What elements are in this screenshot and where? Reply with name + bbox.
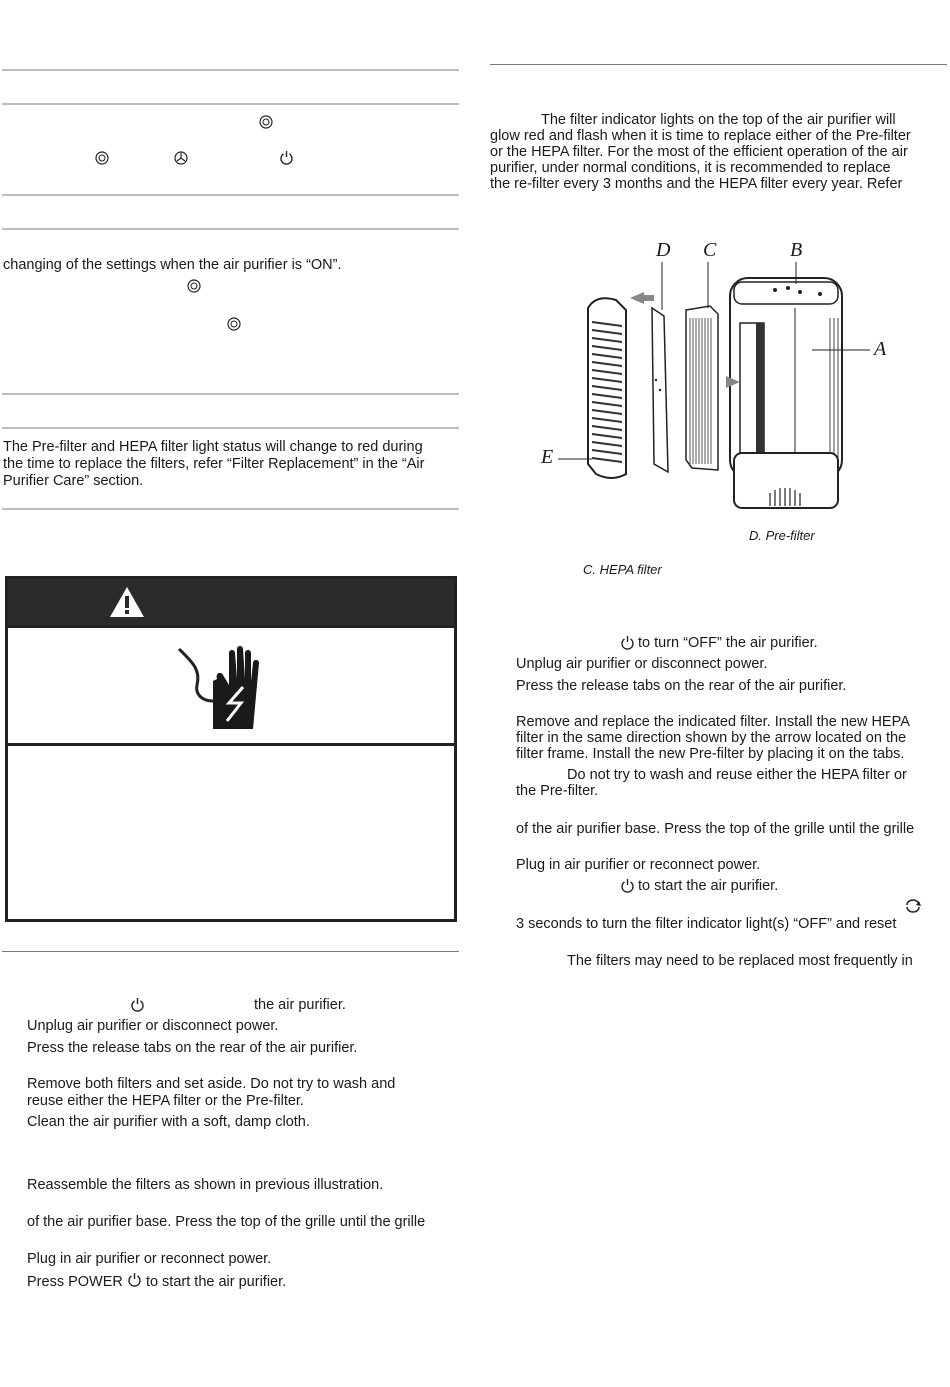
step-text: Remove both filters and set aside. Do not try to wash and [27,1076,396,1092]
step-text-prefix: Press POWER [27,1273,123,1290]
mode-icon [227,317,241,336]
divider [2,427,459,429]
power-icon [620,635,635,655]
caption-hepa: C. HEPA filter [583,562,662,577]
fan-icon [174,151,188,170]
intro-text: the re-filter every 3 months and the HEPA filter every year. Refer [490,176,903,192]
step-text: Press the release tabs on the rear of the air purifier. [27,1040,358,1056]
intro-text: or the HEPA filter. For the most of the efficient operation of the air [490,144,908,160]
note-text: the Pre-filter. [516,783,599,799]
step-text: the air purifier. [254,997,346,1013]
power-icon [279,150,294,170]
step-text: to start the air purifier. [638,878,779,894]
divider [2,194,459,196]
divider [2,393,459,395]
step-text: of the air purifier base. Press the top of the grille until the grille [516,821,915,837]
step-text-suffix: to start the air purifier. [145,1273,287,1290]
warning-header [8,579,454,625]
warning-box [5,576,457,922]
step-text: Plug in air purifier or reconnect power. [27,1251,272,1267]
divider [490,64,947,65]
mode-icon [95,151,109,170]
step-text: 3 seconds to turn the filter indicator light(s) “OFF” and reset [516,916,897,932]
step-text: filter frame. Install the new Pre-filter by placing it on the tabs. [516,746,905,762]
caption-prefilter: D. Pre-filter [749,528,815,543]
divider [2,103,459,105]
label-b: B [790,239,803,261]
step-text: reuse either the HEPA filter or the Pre-filter. [27,1093,304,1109]
power-icon [127,1272,142,1292]
label-a: A [874,338,887,360]
mode-icon [259,115,273,134]
step-text [27,1272,286,1292]
step-text: to turn “OFF” the air purifier. [638,635,818,651]
divider [2,951,459,952]
step-text: filter in the same direction shown by the arrow located on the [516,730,907,746]
intro-text: glow red and flash when it is time to replace either of the Pre-filter [490,128,911,144]
intro-text: purifier, under normal conditions, it is recommended to replace [490,160,891,176]
divider [2,228,459,230]
step-text: Unplug air purifier or disconnect power. [516,656,768,672]
power-icon [620,878,635,898]
label-e: E [541,446,554,468]
step-text: Press the release tabs on the rear of the air purifier. [516,678,847,694]
note-text: Do not try to wash and reuse either the HEPA filter or [567,767,907,783]
step-text: Plug in air purifier or reconnect power. [516,857,761,873]
step-text: Clean the air purifier with a soft, damp cloth. [27,1114,310,1130]
warning-triangle-icon [108,585,146,624]
power-icon [130,997,145,1017]
filter-status-text: Purifier Care” section. [3,473,144,489]
note-text: The filters may need to be replaced most frequently in [567,953,913,969]
intro-text: The filter indicator lights on the top of the air purifier will [541,112,896,128]
filter-status-text: The Pre-filter and HEPA filter light status will change to red during [3,439,423,455]
step-text: Unplug air purifier or disconnect power. [27,1018,279,1034]
electric-shock-hand-icon [171,641,271,738]
settings-text: changing of the settings when the air purifier is “ON”. [3,257,342,273]
step-text: of the air purifier base. Press the top of the grille until the grille [27,1214,426,1230]
reset-icon [904,898,922,919]
step-text: Reassemble the filters as shown in previous illustration. [27,1177,384,1193]
divider [2,69,459,71]
filter-exploded-illustration [530,238,900,518]
divider [2,508,459,510]
mode-icon [187,279,201,298]
label-d: D [656,239,671,261]
label-c: C [703,239,717,261]
step-text: Remove and replace the indicated filter. Install the new HEPA [516,714,910,730]
filter-status-text: the time to replace the filters, refer “Filter Replacement” in the “Air [3,456,425,472]
